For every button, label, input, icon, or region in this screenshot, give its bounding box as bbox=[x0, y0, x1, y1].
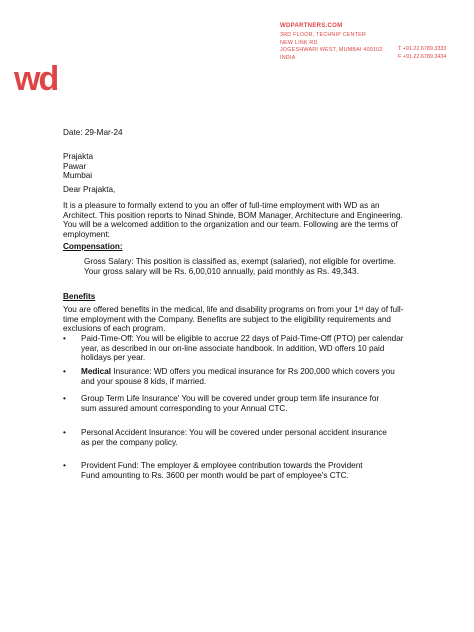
letterhead-phones bbox=[398, 46, 446, 61]
compensation-heading: Compensation: bbox=[63, 242, 123, 251]
bullet-icon: • bbox=[63, 428, 66, 437]
benefit-line: year, as described in our on-line associate handbook. In addition, WD offers 10 paid bbox=[81, 343, 385, 353]
address-line: JOGESHWARI WEST, MUMBAI 400102 bbox=[280, 47, 383, 53]
compensation-line: Gross Salary: This position is classified as, exempt (salaried), not eligible for overtime. bbox=[84, 257, 397, 266]
benefit-line: sum assured amount corresponding to your Annual CTC. bbox=[81, 403, 288, 413]
greeting: Dear Prajakta, bbox=[63, 185, 116, 194]
letter-date: Date: 29-Mar-24 bbox=[63, 128, 123, 137]
phone-line: T +91.22.6789.3333 bbox=[398, 46, 447, 52]
address-line: 3RD FLOOR, TECHNIP CENTER bbox=[280, 32, 366, 38]
bullet-icon: • bbox=[63, 461, 66, 470]
bullet-icon: • bbox=[63, 367, 66, 376]
benefits-intro bbox=[63, 305, 403, 334]
compensation-line: Your gross salary will be Rs. 6,00,010 annually, paid monthly as Rs. 49,343. bbox=[84, 266, 359, 276]
letterhead-address bbox=[280, 32, 383, 62]
address-line: NEW LINK RD bbox=[280, 39, 318, 46]
benefit-text bbox=[81, 367, 395, 386]
benefit-line-rest: Insurance: WD offers you medical insurance for Rs 200,000 which covers you bbox=[111, 367, 395, 376]
benefits-intro-line: exclusions of each program. bbox=[63, 324, 166, 334]
benefit-lead: Medical bbox=[81, 367, 112, 376]
benefit-line: Personal Accident Insurance: You will be covered under personal accident insurance bbox=[81, 428, 387, 437]
benefit-line: Paid-Time-Off: You will be eligible to accrue 22 days of Paid-Time-Off (PTO) per calendar bbox=[81, 334, 404, 343]
benefit-line: as per the company policy. bbox=[81, 437, 178, 447]
recipient-last-name: Pawar bbox=[63, 161, 87, 171]
benefit-line: Fund amounting to Rs. 3600 per month would be part of employee's CTC. bbox=[81, 470, 349, 480]
wd-logo bbox=[14, 64, 64, 94]
address-line: INDIA bbox=[280, 54, 296, 61]
benefit-text bbox=[81, 428, 387, 447]
benefits-intro-line: time employment with the Company. Benefits are subject to the eligibility requirements and bbox=[63, 314, 391, 324]
wd-logo-text: wd bbox=[14, 64, 58, 94]
benefit-line bbox=[81, 367, 395, 377]
benefit-line: Provident Fund: The employer & employee contribution towards the Provident bbox=[81, 461, 363, 470]
benefit-text bbox=[81, 334, 404, 363]
recipient-first-name: Prajakta bbox=[63, 152, 94, 161]
benefit-line: and your spouse 8 kids, if married. bbox=[81, 376, 207, 386]
bullet-icon: • bbox=[63, 334, 66, 343]
benefits-intro-line: You are offered benefits in the medical, life and disability programs on from your 1ˢᵗ day of full- bbox=[63, 305, 404, 314]
recipient-block bbox=[63, 152, 93, 181]
benefit-line: Group Term Life Insurance' You will be covered under group term life insurance for bbox=[81, 394, 380, 403]
bullet-icon: • bbox=[63, 394, 66, 403]
benefits-heading: Benefits bbox=[63, 292, 96, 301]
benefit-text bbox=[81, 461, 363, 480]
letterhead-company: WDPARTNERS.COM bbox=[280, 23, 343, 29]
fax-line: F +91.22.6789.3434 bbox=[398, 53, 447, 60]
intro-line: It is a pleasure to formally extend to you an offer of full-time employment with WD as an bbox=[63, 201, 380, 210]
recipient-city: Mumbai bbox=[63, 171, 93, 181]
benefit-line: holidays per year. bbox=[81, 353, 146, 363]
intro-paragraph bbox=[63, 201, 403, 239]
compensation-body bbox=[84, 257, 396, 276]
intro-line: You will be a welcomed addition to the organization and our team. Following are the terms of bbox=[63, 220, 398, 230]
intro-line: employment: bbox=[63, 229, 110, 239]
benefit-text bbox=[81, 394, 379, 413]
intro-line: Architect. This position reports to Ninad Shinde, BOM Manager, Architecture and Engineering. bbox=[63, 210, 403, 220]
